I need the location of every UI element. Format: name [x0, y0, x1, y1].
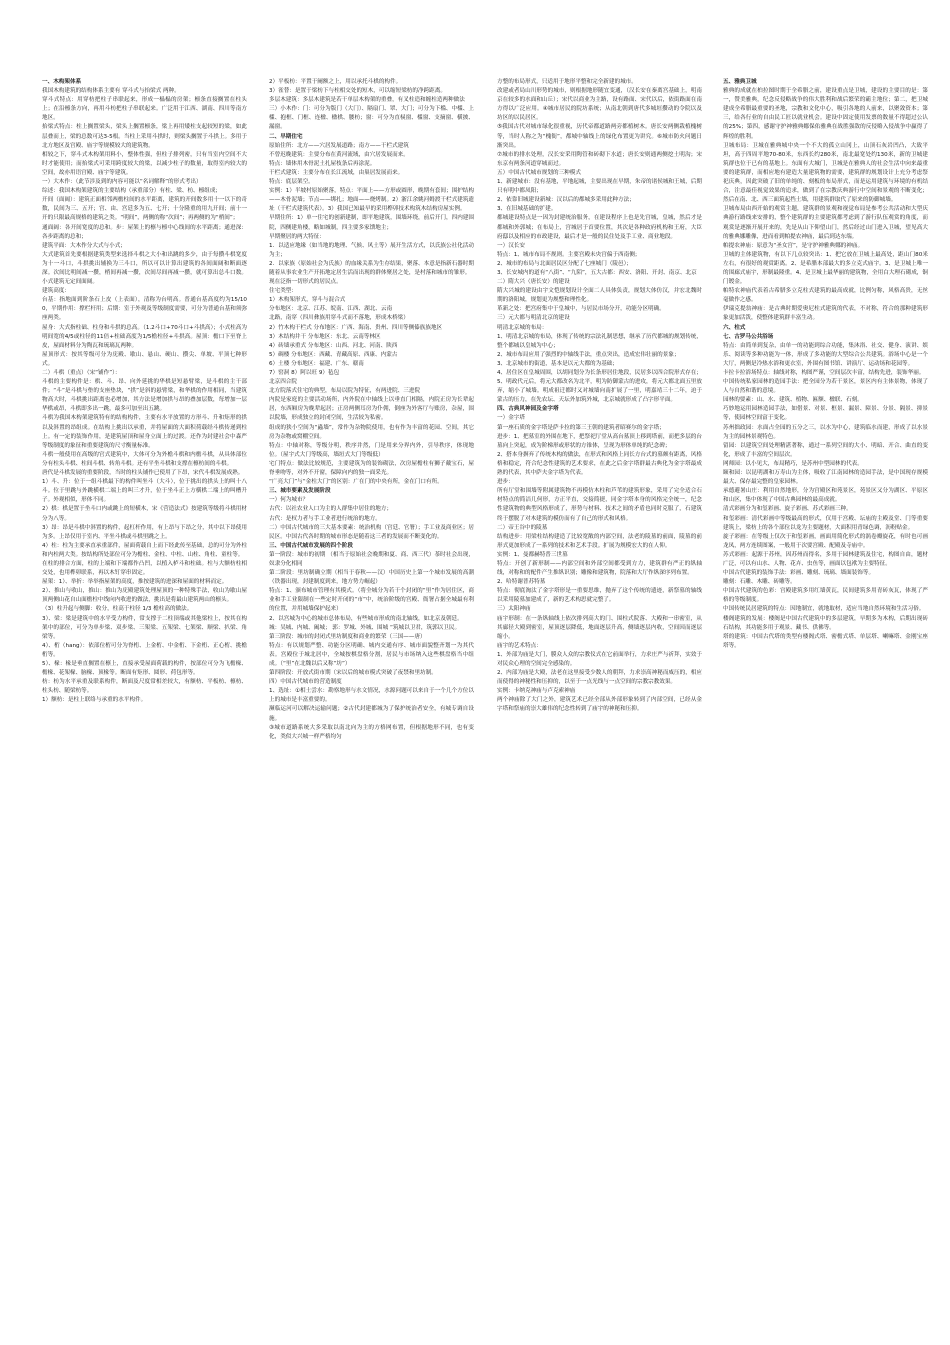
text-paragraph: 2、城市的布局与北面居民区分配了七座城门（陵邑）；	[497, 260, 633, 267]
text-paragraph: 北京四合院	[269, 379, 297, 386]
text-paragraph: 特点：1、颁布城市管理有其模式。（将全城分为若干个封闭的“里”作为居住区，商业和手工业限制在一些定时开闭的“市”中，统治阶级的宫殿、衙署占据全城最有利的位置，并用城墙保护起来）	[269, 588, 474, 613]
text-paragraph: 承德避暑山庄：利用自然地形，分为宫殿区和苑景区，苑景区又分为湖区、平原区和山区，集中体现了中国古典园林的最高成就。	[723, 488, 928, 504]
text-paragraph: 5、明政代元后，将元大都改名为北平，明为防御蒙古的进攻，将元大都北面五里放弃，缩小了城墙。明成祖迁都时又对城墙向南扩展了一里，明嘉靖三十二年，迫于蒙古的压力，在先农坛、天坛外加筑外城，北京城就形成了凸字形平面。	[497, 379, 702, 404]
text-paragraph: 特点：开创了新形制——内部空间和外部空间都受到方力，建筑群有严正的纵轴线，对称和的配件产生推纵识别；雕像和建筑物，院落和大厅作纵深序列布置。	[497, 560, 702, 577]
text-paragraph: 多层木建筑：多层木建筑是若干单层木构架的重叠，有叉柱造和缠柱造两种做法	[269, 97, 465, 104]
text-column-2	[269, 78, 474, 1318]
text-column-4	[723, 78, 928, 1318]
text-paragraph: 内院是家庭的主要活动场所，内外院在中轴线上以垂直门相隔，内院正房为长辈起居，东西厢房为晚辈起居；正房两侧耳房为仆佣，倒座为外客厅与账房，杂屋，围以院墙，形成独立的封闭空间，生活较为私密。	[269, 397, 474, 422]
text-paragraph: 明清北京城的布局：	[497, 324, 548, 331]
text-paragraph: 特点：1、城市布局不规则。主要宫殿未央宫偏于西南侧；	[497, 251, 641, 258]
text-paragraph: 第四阶段：开放式街市期（宋以后的城市模式突破了夜禁和里坊制。	[269, 670, 437, 677]
text-paragraph: 苏式彩画：起源于苏州，因苏州而得名，多用于园林建筑及住宅，构图自由，题材广泛，可以有山水、人物、花卉、虫鱼等，画面以包袱为主要特征。	[723, 551, 928, 567]
text-paragraph: 综述：我国木构架建筑的主要结构（承重部分）有柱、梁、枋、檩组成；	[42, 188, 222, 195]
text-paragraph: 穿斗式特点：用穿枋把柱子串联起来，形成一榀榀的房架；檩条直接搁置在柱头上；在沿檩条方向，再用斗枋把柱子串联起来。广泛用于江西、湖南、四川等南方地区。	[42, 97, 247, 122]
text-paragraph: 城：吴城、内城、阖城； 郭：罗城、外城、围城 “筑城以卫君，筑郭以卫民。	[269, 624, 461, 631]
text-paragraph: 6）土楼 分布地区：福建、广东、赣南	[269, 360, 364, 367]
text-paragraph: 唐代是斗栱发展的重要阶段，当时的柱头铺作已使用了下昂，宋代斗栱发展成熟。	[42, 470, 244, 477]
text-paragraph: 卡拉卡拉浴场特点：轴线对称，构图严谨，空间层次丰富，结构先进，装饰华丽。	[723, 370, 925, 376]
text-paragraph: 和玺彩画：清代彩画中等级最高的形式，仅用于宫殿、坛庙的主殿及堂、门等重要建筑上，梁枋上的各个部位以龙为主要题材，大面积用青绿色调，沥粉贴金。	[723, 515, 928, 531]
text-paragraph: 雅典的成就在柏拉图时期于全希腊之前，建设重点是卫城，建设的主要目的是：第一，赞美雅典，纪念反侵略战争的伟大胜利和战后繁荣的霸主地位；第二，把卫城建成全希腊最重要的圣地，宗教和文化中心，吸引各地的人前来，以聚敛资本；第三，给各行业的自由民工匠以就业机会。建设中固定使用发票的数量不得超过公认的25%；第四，感谢守护神雅典娜保佑雅典在战胜强敌的反侵略入侵战争中赢得了辉煌的胜利。	[723, 88, 928, 140]
text-paragraph: 三、中国古代城市发展的四个阶段	[269, 542, 353, 549]
text-paragraph: 旋子彩画：在等级上仅次于和玺彩画，画面用简化形式的涡卷瓣旋花，有时也可画龙凤，两方连续图案，一般用于次要宫殿、配殿及寺庙中。	[723, 533, 928, 549]
text-paragraph: 北方院落式住宅的典型，布局以院为特征，有两进院、三进院	[269, 388, 421, 395]
text-paragraph: 一）汉长安	[497, 242, 525, 249]
text-paragraph: 特点：由简单到复杂，由单一的功能到综合功能，集沐浴、社交、健身、演讲、娱乐、阅读等多种功能为一体，形成了多功能的大型综合公共建筑。浴场中心是一个大厅，两侧是冷热水浴和更衣室，外围有图书馆、讲演厅、运动场和花园等。	[723, 342, 928, 367]
text-paragraph: 2）栱：栱是置于坐斗口内或跳上的短横木，宋《营造法式》按建筑等级将斗栱用材分为八等。	[42, 506, 247, 522]
text-paragraph: 五、雅典卫城	[723, 79, 757, 85]
text-paragraph: 帕特农神庙代表着古希腊多立克柱式建筑的最高成就，比例匀称，风格高贵，无丝毫做作之感。	[723, 288, 928, 304]
text-paragraph: 早期住所：1）单一住宅的创新建制，即平地建筑，围墙环绕，前后开门，四内建围院，四侧建角楼，略如城制，四主要多家馈地主；	[269, 215, 474, 231]
text-paragraph: 7）窑洞 8）阿以旺 9）毡包	[269, 370, 340, 376]
text-paragraph: 结构进步：用梁柱结构建造了比较宽敞的内部空间，法老的陵墓的前面，陵墓的前形式更加形成了一系列的技术和艺术手段。扩展为规模宏大的在人仰。	[497, 533, 702, 549]
text-paragraph: 庙宇形制：在一条纵轴线上依次排列高大的门、围柱式院落、大殿和一串密室，从其廊径大殿到密室，屋顶逐层降低，地面逐层升高，侧墙逐层内收，空间因而逐层缩小。	[497, 615, 702, 640]
text-paragraph: 枋：枋为水平承重及联系构件，断面及尺度常相差较大，有额枋、平板枋、檩枋、柱头枋、随梁枋等。	[42, 679, 247, 695]
text-paragraph: 组成的狭小空间为“蟲墙”，常作为杂物院使用，也有作为丰富的花园、空间，其它房为杂物或窝棚空间。	[269, 424, 474, 440]
text-paragraph: 4、居住区在皇城周围，以胡同划分为长条形居住地段，民居多以四合院形式存在；	[497, 370, 702, 376]
text-paragraph: 两个神庙除了大门之外，建筑艺术已经全部从外部形象转到了内部空间，已经从金字塔和祭庙的崇大雄伟的纪念性转到了庙宇的神秘和压抑。	[497, 697, 702, 713]
text-paragraph: 2、以宫城为中心的城市总体布局，有些城市形成的南北轴线，如北京及朝廷。	[269, 615, 463, 622]
text-paragraph: 实例：卡纳克神庙与卢克索神庙	[497, 688, 576, 695]
text-paragraph: 1）斗、升：位于一组斗栱最下的构件叫坐斗（大斗），位于挑出的拱头上的叫十八斗。位于里跳与外跳横栱二端上的叫三才升，位于坐斗正上方横栱二端上的叫槽升子。外观相似，形体不同。	[42, 479, 247, 504]
text-paragraph: 原始住所：北方——穴居发展道路；南方——干栏式建筑	[269, 142, 409, 149]
text-paragraph: 伊瑞克提翁神庙：是古典时期爱奥尼柱式建筑的代表，不对称，符合的那种建筑形象更加活泼，使整体建筑群丰富生动。	[723, 306, 928, 322]
text-paragraph: 抬梁式特点：柱上搁置梁头，梁头上搁置檩条，梁上再用矮柱支起较短的梁，如此层叠而上，梁的总数可达3-5根。当柱上采用斗拱时，则梁头搁置于斗拱上。多用于北方地区及宫殿、庙宇等规模较大的建筑物。	[42, 124, 247, 149]
text-paragraph: 中国传统私家园林的造园手法：把全园分为若干景区，景区内有主体景物，体现了人与自然和谐的意境。	[723, 379, 928, 395]
text-paragraph: 3）木结构井干 分布地区：东北、云南等林区	[269, 333, 381, 340]
text-paragraph: 3）雀替：是置于梁枋下与柱相交处的短木，可以缩短梁枋的净跨距离。	[269, 88, 446, 95]
text-paragraph: 园林的要素：山、水、建筑、植物、匾额、楹联、石刻。	[723, 397, 863, 404]
text-paragraph: 3、北京城市的街道，基本是以元大都的为基础；	[497, 360, 619, 367]
text-paragraph: ⑤我国古代对城市绿化很重视，历代帝都道路两旁都植树木。唐长安两侧栽植槐树等，当时人称之为“槐衙”，都城中轴线上的绿化布置更为讲究。⑥城市防火问题日渐突出。	[497, 124, 702, 149]
text-paragraph: 开间（面阔）：建筑正面相邻两檐柱间的水平距离，建筑的开间数多用十一以下的奇数，民间为三、五开；宫、由、宫廷多为五、七开；十分隆重的用九开间；前十一开的只限最高规格的建筑之类。“明间”，两侧的称“次间”；再两侧的为“梢间”；	[42, 197, 247, 222]
text-column-3	[497, 78, 702, 1318]
text-paragraph: 相较之下，穿斗式木构架用料小，整体性强，但柱子排列密，只有当室内空间不大时才能使用；而抬梁式可采用跨度较大的梁，以减少柱子的数量，取得室内较大的空间，故亦用语宫殿、庙宇等建筑。	[42, 151, 247, 176]
text-paragraph: 1）木构架形式，穿斗与混合式	[269, 297, 346, 304]
text-paragraph: 4）砖墙承重式 分布地区：山西、河北、河南、陕西	[269, 342, 398, 349]
text-paragraph: 网师园：以小见大，布局精巧，是苏州中型园林的代表。	[723, 460, 863, 467]
text-paragraph: 第三阶段：城市的封闭式里坊制度和商业的繁荣（三国——唐）	[269, 633, 426, 640]
text-paragraph: 二、早期住宅	[269, 133, 303, 140]
text-paragraph: 不曾迟晚建筑：主要分布在黄河流域，由穴居发展而来。	[269, 151, 409, 158]
text-paragraph: 第一座石质的金字塔是萨卡拉的第三王朝的建筑者昭赛尔的金字塔；	[497, 424, 665, 431]
text-paragraph: 濒临运河可以解决运输问题；②古代封建都城为了保护统治者安全，有城专调自设施。	[269, 706, 474, 722]
text-paragraph: 4）、桁（hang）：依部位桁可分为脊桁、上金桁、中金桁、下金桁、正心桁、挑檐桁等。	[42, 642, 247, 658]
text-paragraph: 屋架：1）、举折：举举指屋架的高度，推按建筑的进深和屋面的材料而定。	[42, 579, 228, 586]
text-paragraph: 古代：以社农业人口为主的人群集中居住的地方；	[269, 506, 393, 513]
text-paragraph: 一）何为城市？	[269, 497, 309, 504]
text-paragraph: 2）竹木构干栏式 分布地区：广西、海南、贵州、四川等侧傣族族地区	[269, 324, 443, 331]
text-paragraph: 苏州拙政园：水面占全园的五分之三，以水为中心，建筑临水而建，形成了以水景为主的园林景观特色。	[723, 424, 928, 440]
text-paragraph: 1、外部为庙是大门，膜众人众的宗教仪式在它前面举行，力求庄严与祈拜，实效于对民众心理的空间完全感染的。	[497, 651, 702, 667]
text-paragraph: 四）中国古代城市的营造制度	[269, 679, 342, 686]
text-paragraph: 进步：	[497, 479, 514, 486]
text-paragraph: 改建或者局山川形势的城市，则根据地形随宜变通，（汉长安在秦离宫基础上，明南京在较多的水面和山丘）；宋代以商业为主路，设有路面、宋代以后，依街路面在南方得以广泛应用。④城市居民的院坊系统；从南北朝到唐代多城垣攒动的令院以及坊区的以民居区。	[497, 88, 702, 122]
text-paragraph: 屋顶形式：按其等级可分为庑殿、歇山、悬山、硬山、攒尖、单坡、平顶七种形式。	[42, 351, 247, 367]
text-paragraph: 三）小木作：门：可分为版门（大门）、隔扇门、罩、大门；可分为下槛、中槛、上槛、抱框、门框、连楹、楹栱、腰枋；窗：可分为直棂窗、槛窗、支摘窗、横披、漏窗。	[269, 106, 474, 131]
text-paragraph: ⑦城市的排水处理，汉长安采用陶管和砖砌下水道；唐长安则通两侧挖土明沟；宋东京有两条河道穿城而过。	[497, 151, 702, 167]
text-paragraph: 住宅类型：	[269, 288, 297, 295]
text-paragraph: “广亮大门”与“金柱大门”的区别：广在门的中央有所，金在门口有所。	[269, 479, 443, 486]
text-paragraph: 雕刻：石雕、木雕、砖雕等。	[723, 579, 796, 586]
text-paragraph: 斗栱为我国木构架建筑特有的结构构件，主要有水平放置的方形斗、升和矩形的拱以及斜置的昂组成。在结构上挑出以承重，并将屋面的大面积荷载经斗栱传递到柱上。有一定的装饰作用，是建筑屋顶和屋身立面上的过渡。还作为封建社会中森严等级制度的象征和重要建筑的尺寸衡量标准。	[42, 415, 247, 449]
text-paragraph: 二）斗栱（重点）（宋“铺作”）：	[42, 370, 121, 376]
text-paragraph: 一、木构架体系	[42, 79, 82, 85]
text-paragraph: 在柱的排合方面，柱的上端和下端都作凸凹，以植入栌斗和柱础。柱与大额枋柱相交处，也用榫卯联系，再以木钉穿串固定。	[42, 560, 247, 577]
text-paragraph: 方整的布局形式，只适用于地形平整和完全新建的城市。	[497, 79, 637, 85]
text-paragraph: 1）额枋：是柱上联络与承重的水平构件。	[42, 697, 147, 704]
text-paragraph: 特点：有以规划严整、功能分区明确、城内交通有序、城市面貌整齐划一为其代表。宫殿位于城北居中，全城按棋盘格分割，居民与市场纳入这些棋盘格当中组成。（“里”在北魏以后又称“坊”）	[269, 642, 474, 667]
text-paragraph: 2）、推山与收山，推山：推山为庑殿建筑处理屋顶的一种特殊手法，收山为歇山屋顶两侧山花自山面檐柱中线向内收进的做法，挑出是将最山建筑两山的檩头。	[42, 588, 247, 604]
text-paragraph: 一）大木作：（此节涉及到的内容可能以“名词解释”的形式考出）	[42, 179, 202, 186]
text-paragraph: 1、新建城市：没有基地，平地起城，主要出现在早期，朱帝的诸侯城和王城，后期只有明中都凤阳；	[497, 179, 702, 195]
text-paragraph: 颐和园：以昆明湖和万寿山为主体，吸收了江南园林的造园手法，是中国现存规模最大、保存最完整的皇家园林。	[723, 470, 928, 486]
text-paragraph: 隋大兴城的建设由宇文恺规划设计全面二人具体负责，规划大体仿汉，并宏北魏时期的洛阳城，规划更为规整和理性化。	[497, 288, 702, 304]
text-paragraph: 斗栱的主要构件是：栱、斗、昂、向外延挑的华栱是短悬臂梁，是斗栱的主干部件；“斗”是斗栱与垫的支座垫块，“拱”是斜的悬臂梁，和华栱的作用相同，当建筑物高大时，斗栱挑出距离也必增加，其方法是增加拱与昂的叠加层数，每增加一层华栱或昂，斗栱即多出一跳，最多可加至出五跳。	[42, 379, 247, 413]
text-paragraph: 2、城市布局应用了强烈的中轴线手法，重点突出，造成宏伟壮丽的景象；	[497, 351, 680, 358]
text-paragraph: 七、古罗马公共浴场	[723, 333, 774, 340]
text-paragraph: 所有厅堂和围墙等附属建筑物不再模仿木柱和芦苇的建筑形象，采用了完全适合石材特点的简洁几何形，方正平直，交接简捷，同金字塔本身的风格完全统一，纪念性建筑物的典型风格形成了，形势与材料、技术之间的矛盾也同时克服了，石建筑终于摆脱了对木建筑的模仿而有了自己的形式和风格。	[497, 488, 702, 522]
text-column-1	[42, 78, 247, 1318]
text-paragraph: 2、搭本身摒弃了传统木构的做法，在形式和风格上同长方台式的墓颇有距离，风格格和稳定，符合纪念性建筑的艺术要求，在此之后金字塔群最古典化为金字塔最成熟的代表，其中萨夫金字塔为代表。	[497, 451, 702, 477]
text-paragraph: 帕提农神庙：原意为“圣女宫”，是守护神雅典娜的神庙。	[723, 242, 864, 249]
text-paragraph: （3）柱升起与侧脚：收分，柱高于柱径 1/3 檐柱高的做法。	[42, 606, 193, 613]
text-paragraph: 1、明清北京城的布局，体现了传统的宗法礼制思想，继承了历代都城的规划传统，整个都城以皇城为中心；	[497, 333, 702, 349]
text-paragraph: 特点：彻底淘汰了金字塔形是一重要思维，抛弃了这个传统的遗迹，新祭墓的轴线以采用陵墓加建成了，新的艺术构思就完整了。	[497, 588, 702, 604]
text-paragraph: 5）碉楼 分布地区：西藏、青藏高原、西康、内蒙古	[269, 351, 398, 358]
text-paragraph: 六、柱式	[723, 324, 746, 331]
text-paragraph: 3）、梁：梁是建筑中的水平受力构件，常支撑于二柱顶端或其他梁柱上，按其在构架中的部位，可分为单步梁、双步梁、三架梁、五架梁、七架梁、顺梁、扒梁、角梁等。	[42, 615, 247, 640]
text-paragraph: 四、古典风神园及金字塔	[497, 406, 559, 413]
text-paragraph: 宅门特点：做法比较规范，主要建筑为的装饰砌法，次房屋檐柱有狮子戴宝石，屋脊垂吻等，对外不开窗，保障向内的独一面采光。	[269, 460, 474, 477]
text-paragraph: 大式建筑首先要根据建筑类型来选择斗栱之大小和出跳的多少，由于每攒斗栱宽度为十一斗口，斗拱挑出辅换为三斗口，所以可以计算出建筑的各间面阔和断面逐深。次间比明间减一攒，梢间再减一攒，次间尽间再减一攒，就可算出总斗口数。小式建筑无定间面阔。	[42, 251, 247, 286]
text-paragraph: 中国古代建筑的装饰手法：彩画、雕刻、琉璃、墙面装饰等。	[723, 570, 875, 577]
text-paragraph: 二）中国古代城市的三大基本要素：统治机构（宫廷、官署）；手工业及商业区；居民区。中国古代各时期的城市形态是随着这三者的发展而不断变化的。	[269, 524, 474, 540]
text-paragraph: 2．以家族（原始社会为氏族）的血缘关系为生存结果，聚落、本意是指新石器时期随着从事农业生产开拓地定居生活而出现的群体聚居之处，是村落和城市的雏形。	[269, 260, 474, 276]
text-paragraph: 2、哈特谢普苏特墓	[497, 579, 546, 586]
text-paragraph: 庙宇的艺术特点：	[497, 642, 542, 649]
text-paragraph: ③城市道路系统大多采取以南北向为主的方格网布置，但根据地形不同，也有变化，类似大兴城一样严格均匀	[269, 724, 474, 740]
text-paragraph: 第二阶段：里坊制确立期（相当于春秋——汉）中国历史上第一个城市发展的高潮（铁器出现，封建制度到来，地方势力崛起）	[269, 570, 474, 586]
text-paragraph: 特点：墙体用木骨泥土扎屋枝条后再涂泥。	[269, 160, 376, 167]
text-paragraph: 二）隋大兴（唐长安）的建设	[497, 279, 570, 286]
text-paragraph: 台基：指地面到阶条石上皮（上表面），清称为台明高。普通台基高度约为15/100，平期作用：撑栏杆用；后期：室于外观及等级制度需要，可分为普通台基和须弥座两类。	[42, 297, 247, 322]
text-paragraph: 第一阶段：城市的初期 （相当于原始社会晚期和夏、商、西三代）茶时社会出现，奴隶分化相同	[269, 551, 474, 567]
text-paragraph: 楼阁建筑的发展：楼阁是中国古代建筑中的多层建筑，早期多为木构，后期出现砖石结构，其功能多用于观景、藏书、供佛等。	[723, 615, 928, 631]
text-paragraph: 4）柱：柱为主要承直承重部件，屋面荷载自上而下经此传至基础，总的可分为外柱和内柱两大类。按结构所处部位可分为檐柱、金柱、中柱、山柱、角柱、童柱等。	[42, 542, 247, 558]
text-paragraph: 早期聚居的两大特征：	[269, 233, 325, 240]
text-paragraph: 分布地区：北京、江苏、皖南、江西、湖北、云南	[269, 306, 393, 313]
text-paragraph: 中国传统民居建筑的特点：因地制宜，就地取材，适应当地自然环境和生活习俗。	[723, 606, 925, 613]
text-paragraph: 干栏式建筑：主要分布在长江流域，由巢居发展而来。	[269, 169, 404, 176]
text-paragraph: 塔的建筑：中国古代塔的类型有楼阁式塔、密檐式塔、单层塔、喇嘛塔、金刚宝座塔等。	[723, 633, 928, 649]
text-paragraph: 2、依靠旧城建设新城：汉以后的都城多采用此种方法；	[497, 197, 635, 204]
text-paragraph: 五）中国古代城市规划的三种模式	[497, 169, 581, 176]
text-paragraph: 中国古代建筑的色彩：宫殿建筑多用红墙黄瓦，民间建筑多用青砖灰瓦，体现了严格的等级制度。	[723, 588, 928, 604]
text-paragraph: 建筑高度：	[42, 288, 70, 295]
text-paragraph: 屋身：大式指柱础、柱身和斗拱的总高。（1.2斗口+70斗口+斗拱高）；小式柱高为明间宽的4/5或柱径的11倍+柱础高度为1/5檐柱径+斗拱高。屋顶：檐口下至脊上皮，屋面材料分为陶瓦和琉璃瓦两种。	[42, 324, 247, 349]
text-paragraph: 留园：以建筑空间处理精湛著称，通过一系列空间的大小、明暗、开合、曲直的变化，形成了丰富的空间层次。	[723, 442, 928, 458]
text-paragraph: 1、选址：①相土尝水：勘察地形与水文情况，水源问题可以来自于一个几个方位以上的城市是丰富重要的。	[269, 688, 474, 704]
text-paragraph: 现在泛指一切形式的居民点。	[269, 279, 342, 286]
text-paragraph: 3）昂：昂是斗栱中斜置的构件，起杠杆作用，有上昂与下昂之分，其中以下昂使用为多。上昂仅用于室内、平坐斗栱或斗栱里跳之上。	[42, 524, 247, 540]
text-paragraph: 实例：1）半坡村原始聚落，特点：平面上——方形或圆形，晚期有套间；围护结构——木骨泥墙；节点——绑扎；地面——烧烤制。2）浙江余姚河姆渡干栏式建筑遗址（干栏式建筑代表）。3）我国已知最早的采用榫卯技术构筑木结构房屋实例。	[269, 188, 474, 213]
text-paragraph: 斗栱一般使用在高级的官式建筑中，大体可分为外檐斗栱和内檐斗栱，从具体部位分有柱头斗栱、柱间斗栱、转角斗栱。还有平坐斗栱和支撑在檩枋间的斗栱。	[42, 451, 247, 467]
text-paragraph: 一）金字塔	[497, 415, 525, 422]
text-paragraph: 卫城布局：卫城在雅典城中央一个不大的孤立山冈上，山顶石灰岩凹凸，大致平坦，高于四周平地70-80米，东西长约280米，南北最宽处约130米，新的卫城建筑群也位于已有的基地上。东面有大城门，卫城是在雅典人的社会生活中向来最重要的建筑群，而相应地有建造大量建筑物的需要，建筑群的规划设计上充分考虑祭祀庆典，因此突破了旧的单纯的、刻板的布局形式，而是运用建筑与环境的有机结合，注意最佳视觉效果的追求，做到了在宗教庆典游行中空间和景观的不断变化；然后在南、北、西三面筑起挡土墙，用建筑群取代了原来的防御城墙。	[723, 142, 928, 204]
text-paragraph: 北路，南穿（四川彝族用穿斗式而不落地，形成木桥梁）	[269, 315, 409, 322]
text-paragraph: 我国木构建筑的结构体系主要有 穿斗式与抬梁式 两种。	[42, 88, 180, 95]
text-paragraph: 巧妙地运用园林造园手法，如借景、对景、框景、漏景、障景、分景、隔景、抑景等，使园林空间富于变化。	[723, 406, 928, 422]
text-paragraph: 都城建设特点是一因为封建统治服务，在建设程序上也是先宫城，皇城，然后才是都城和外郭城；在布局上，宫城居于首要位置，其次是各种政府机构和王府，大臣府邸以及相应的市政建设，最后才是一般的民住处及手工业、商业地段。	[497, 215, 702, 240]
text-paragraph: 特点：底层架空。	[269, 179, 314, 186]
text-paragraph: 2）平板枋：平置于阑额之上，用以承托斗栱的构件。	[269, 79, 402, 85]
text-paragraph: 三）太阳神庙	[497, 606, 531, 613]
text-paragraph: 清式彩画分为和玺彩画、旋子彩画、苏式彩画三种。	[723, 506, 852, 513]
text-paragraph: 1．以适应地缘（如当地的地理、气候、风土等）展开生活方式，以氏族公社化活动为主；	[269, 242, 474, 258]
text-paragraph: 2、内部为庙是大殿，法老在这里接受少数人的朝拜，力求崇高神秘而威压的，相应而使得的神秘性和压抑的，以至于一点光线与一点空间的宗教宗教效果。	[497, 670, 702, 686]
text-paragraph: 卫城的主体建筑物，有以下几点较突出：1、把它放在卫城上最高处，距山门80米左右，有很好的观赏距离。2、是希腊本部最大的多立克式庙宇。3、是卫城上唯一的围廊式庙宇，形制最隆重。4、是卫城上最华丽的建筑物，全用白大理石砌成，铜门镀金。	[723, 251, 928, 286]
text-paragraph: 革新之处：把宫府集中于皇城中，与居民市场分开，功能分区明确。	[497, 306, 665, 313]
text-paragraph: 三）元大都与明清北京的建设	[497, 315, 570, 322]
text-paragraph: 三、城市要素及发展阶段	[269, 488, 331, 495]
text-paragraph: 3、长安城内的道有“八街”、“九陌”，五大古都：西安、洛阳、开封、南京、北京	[497, 269, 697, 276]
text-paragraph: 实例：1、曼都赫特普三世墓	[497, 551, 568, 558]
text-paragraph: 3、在旧城基础的扩建。	[497, 206, 557, 213]
text-paragraph: 建筑平面：大木作分大式与小式；	[42, 242, 126, 249]
text-paragraph: 进步：1、把墓室的外围在地下，把祭祀厅堂从高台墓顶上移到塔前，而把多层的台墓向上突起，成为阶梯形或形状的方锥体，呈现为形体单纯的纪念碑；	[497, 433, 702, 449]
text-paragraph: 二）帝王谷中的陵墓	[497, 524, 548, 531]
text-paragraph: 古代：是权力者与手工业者进行统治的地方。	[269, 515, 381, 522]
text-paragraph: 卫城布局由西开始的观赏主题，建筑群的景观和视觉布局是参考公共活动和大型庆典游行路线来安排的，整个建筑群的主要建筑都考虑到了游行队伍观赏的角度，而观赏是逐渐开展开来的，先是从山下仰望山门，然后经过山门进入卫城，望见高大的雅典娜雕像，进而看到帕提农神庙，最后到达东端。	[723, 206, 928, 240]
text-paragraph: 5）、椽：椽是垂直搁置在檩上，直接承受屋面荷载的构件，按部位可分为飞檐椽、檐椽、花架椽、脑椽、顶椽等。断面有矩形、圆形、荷包形等。	[42, 661, 247, 677]
text-paragraph: 通面阔：各开间宽度的总和。步：屋架上的檩与檩中心线间的水平距离；通进深：各步距离的总和；	[42, 224, 247, 240]
text-paragraph: 特点：中轴对称，等级分明，秩序井然，门是用来分界内外，引导秩序，体现地位。（屋宇式大门等级高，墙垣式大门等级低）	[269, 442, 474, 458]
